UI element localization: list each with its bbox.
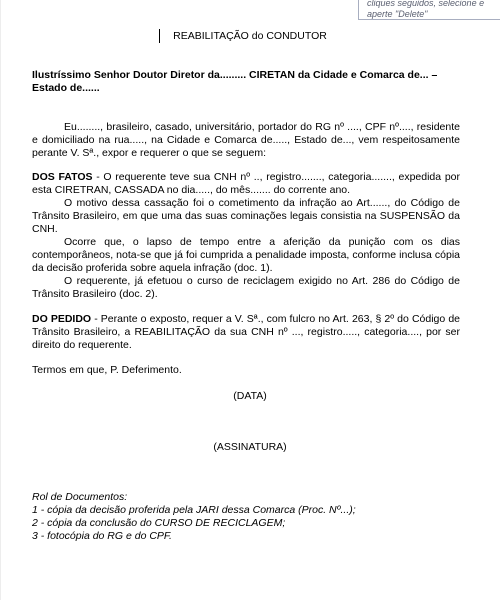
fatos-paragraph-2: O motivo dessa cassação foi o cometimento da infração ao Art......, do Código de Trânsito Brasileiro, em que uma das suas cominações legais consistia na SUSPENSÃO da CNH.: [32, 197, 460, 235]
pedido-section[interactable]: [32, 313, 460, 352]
list-item: 1 - cópia da decisão proferida pela JARI dessa Comarca (Proc. Nº...);: [32, 504, 356, 516]
salutation[interactable]: Ilustríssimo Senhor Doutor Diretor da......... CIRETAN da Cidade e Comarca de... – Estado de......: [32, 69, 438, 94]
fatos-paragraph-3: Ocorre que, o lapso de tempo entre a aferição da punição com os dias contemporâneos, nota-se que já foi cumprida a penalidade imposta, conforme inclusa cópia da decisão proferida sobre aquela infração (doc. 1).: [32, 236, 460, 274]
signature-placeholder[interactable]: (ASSINATURA): [213, 441, 287, 453]
pedido-text: - Perante o exposto, requer a V. Sª., com fulcro no Art. 263, § 2º do Código de Trânsito Brasileiro, a REABILITAÇÃO da sua CNH nº ..., registro....., categoria...., por ser direito do requerente.: [32, 313, 460, 351]
fatos-section[interactable]: [32, 171, 460, 301]
page-edge: [0, 0, 1, 600]
pedido-paragraph: [32, 313, 460, 352]
document-title[interactable]: REABILITAÇÃO do CONDUTOR: [173, 30, 327, 42]
date-placeholder[interactable]: (DATA): [233, 390, 267, 402]
fatos-label: DOS FATOS: [32, 171, 93, 183]
fatos-paragraph-4: O requerente, já efetuou o curso de reciclagem exigido no Art. 286 do Código de Trânsito Brasileiro (doc. 2).: [32, 275, 460, 300]
document-list[interactable]: [32, 491, 472, 543]
tooltip-line-2: aperte "Delete": [367, 9, 428, 19]
fatos-paragraph-1: [32, 171, 460, 197]
tooltip-line-1: cliques seguidos, selecione e: [367, 0, 485, 8]
list-item: 2 - cópia da conclusão do CURSO DE RECICLAGEM;: [32, 517, 286, 529]
closing-line[interactable]: Termos em que, P. Deferimento.: [32, 364, 182, 376]
help-tooltip: [358, 0, 500, 20]
document-list-title: Rol de Documentos:: [32, 491, 128, 503]
list-item: 3 - fotocópia do RG e do CPF.: [32, 530, 172, 542]
intro-text: Eu........, brasileiro, casado, universitário, portador do RG nº ...., CPF nº...., residente e domiciliado na rua....., na Cidade e Comarca de....., Estado de..., vem respeitosamente perante V. Sª., expor e requerer o que se seguem:: [32, 121, 460, 159]
fatos-text-1: - O requerente teve sua CNH nº .., registro......., categoria......., expedida por esta CIRETRAN, CASSADA no dia....., do mês....... do corrente ano.: [32, 171, 460, 196]
pedido-label: DO PEDIDO: [32, 313, 92, 325]
intro-paragraph[interactable]: [32, 121, 460, 160]
